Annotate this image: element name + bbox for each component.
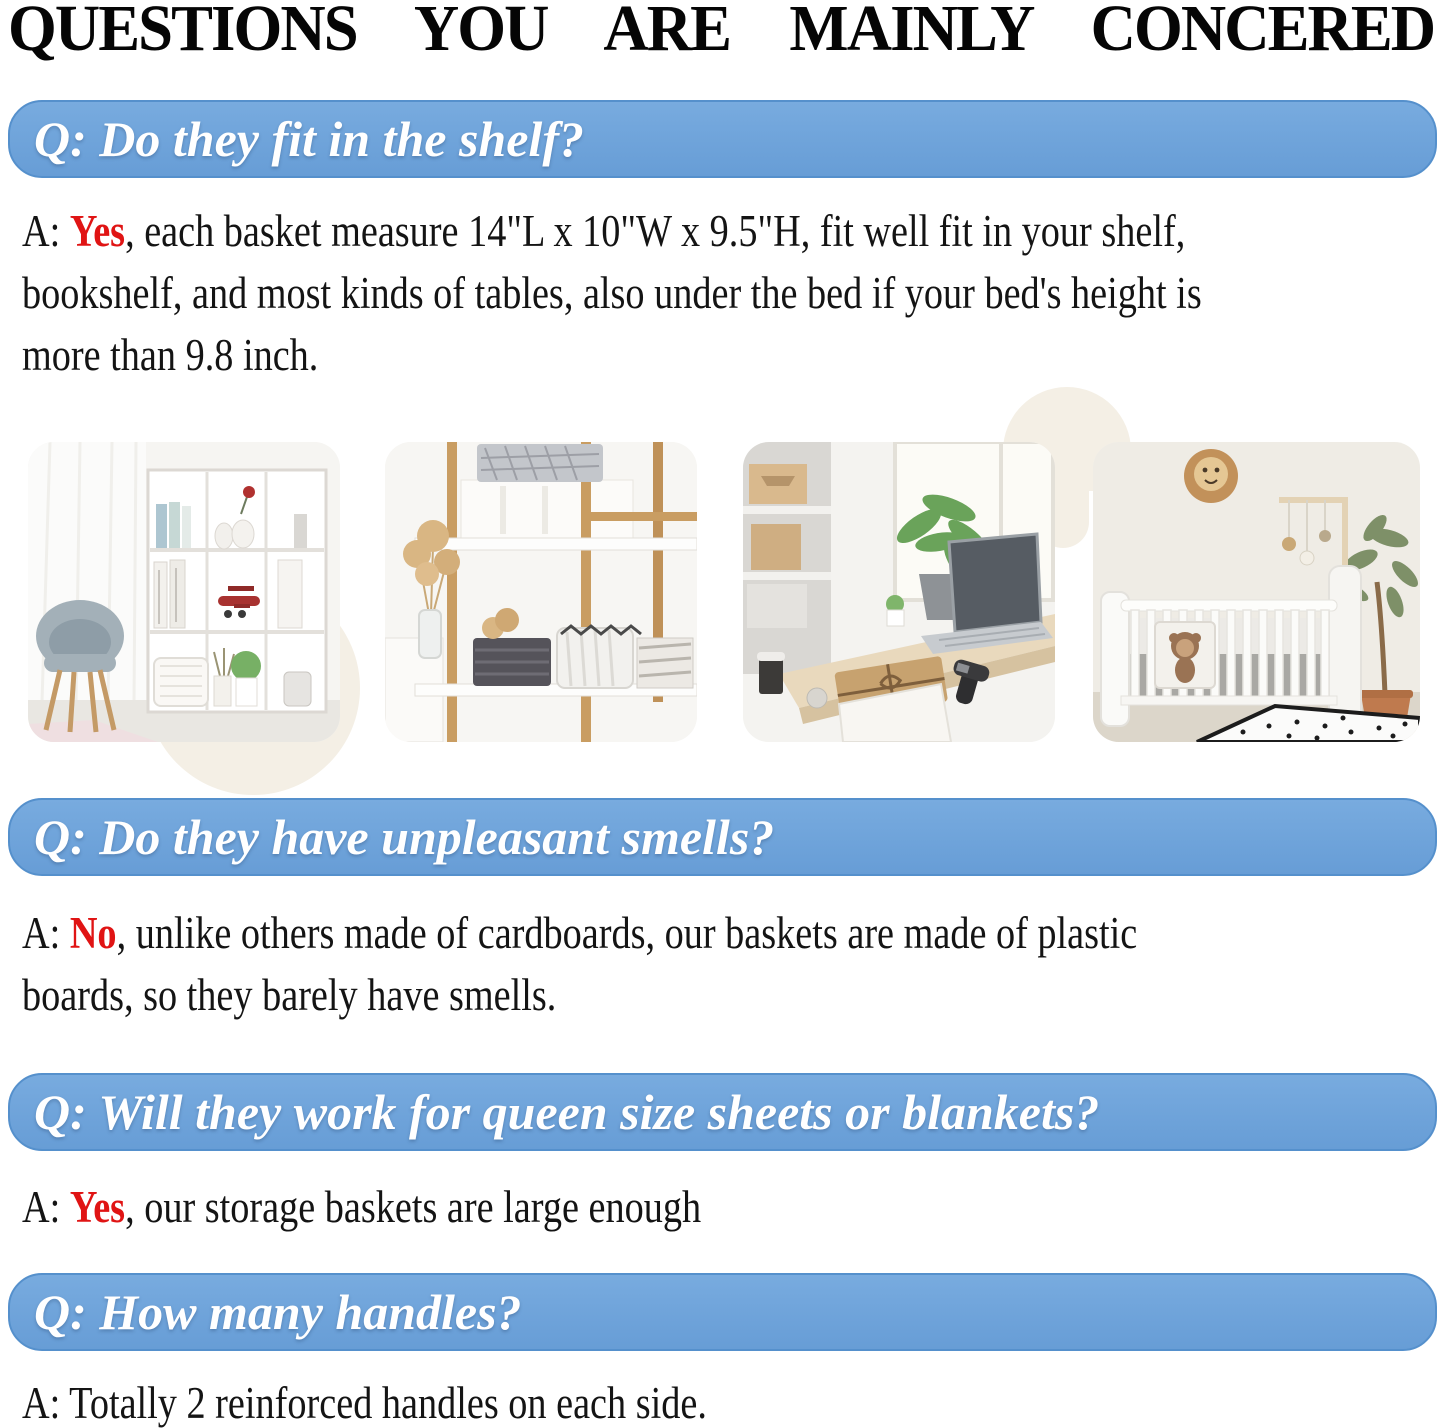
question-banner-smells xyxy=(8,798,1437,876)
answer-line: A: Yes, each basket measure 14"L x 10"W x 9.5"H, fit well fit in your shelf, xyxy=(22,206,1186,256)
shelf-with-boxes xyxy=(743,442,831,674)
answer-line: A: Totally 2 reinforced handles on each side. xyxy=(22,1378,707,1428)
white-wire-basket xyxy=(557,626,641,688)
nursery-crib-photo xyxy=(1093,442,1420,742)
cube-bookshelf-room-photo xyxy=(28,442,340,742)
question-text: Q: Do they fit in the shelf? xyxy=(34,111,584,167)
answer-smells xyxy=(22,902,1137,1026)
answer-highlight: Yes xyxy=(69,1182,126,1232)
question-text: Q: Will they work for queen size sheets or blankets? xyxy=(34,1084,1100,1140)
wire-basket xyxy=(477,444,603,482)
question-text: Q: Do they have unpleasant smells? xyxy=(34,809,775,865)
answer-line: A: Yes, our storage baskets are large enough xyxy=(22,1182,702,1232)
answer-line: boards, so they barely have smells. xyxy=(22,970,557,1020)
question-banner-shelf-fit xyxy=(8,100,1437,178)
answer-shelf-fit xyxy=(22,200,1202,386)
desk-illustration xyxy=(743,442,1055,742)
question-banner-queen-sheets xyxy=(8,1073,1437,1151)
home-office-desk-photo xyxy=(743,442,1055,742)
answer-queen-sheets xyxy=(22,1176,701,1238)
answer-line: A: No, unlike others made of cardboards, our baskets are made of plastic xyxy=(22,908,1138,958)
page-title: QUESTIONS YOU ARE MAINLY CONCERED xyxy=(8,0,1435,65)
answer-line: bookshelf, and most kinds of tables, also under the bed if your bed's height is xyxy=(22,268,1202,318)
lion-wall-decor xyxy=(1184,449,1238,503)
answer-line: more than 9.8 inch. xyxy=(22,330,319,380)
bamboo-shelf-illustration xyxy=(385,442,697,742)
answer-handles xyxy=(22,1372,707,1428)
question-text: Q: How many handles? xyxy=(34,1284,522,1340)
answer-highlight: Yes xyxy=(69,206,126,256)
bamboo-shelf-baskets-photo xyxy=(385,442,697,742)
cube-bookshelf-illustration xyxy=(28,442,340,742)
nursery-illustration xyxy=(1093,442,1420,742)
answer-highlight: No xyxy=(69,908,117,958)
question-banner-handles xyxy=(8,1273,1437,1351)
